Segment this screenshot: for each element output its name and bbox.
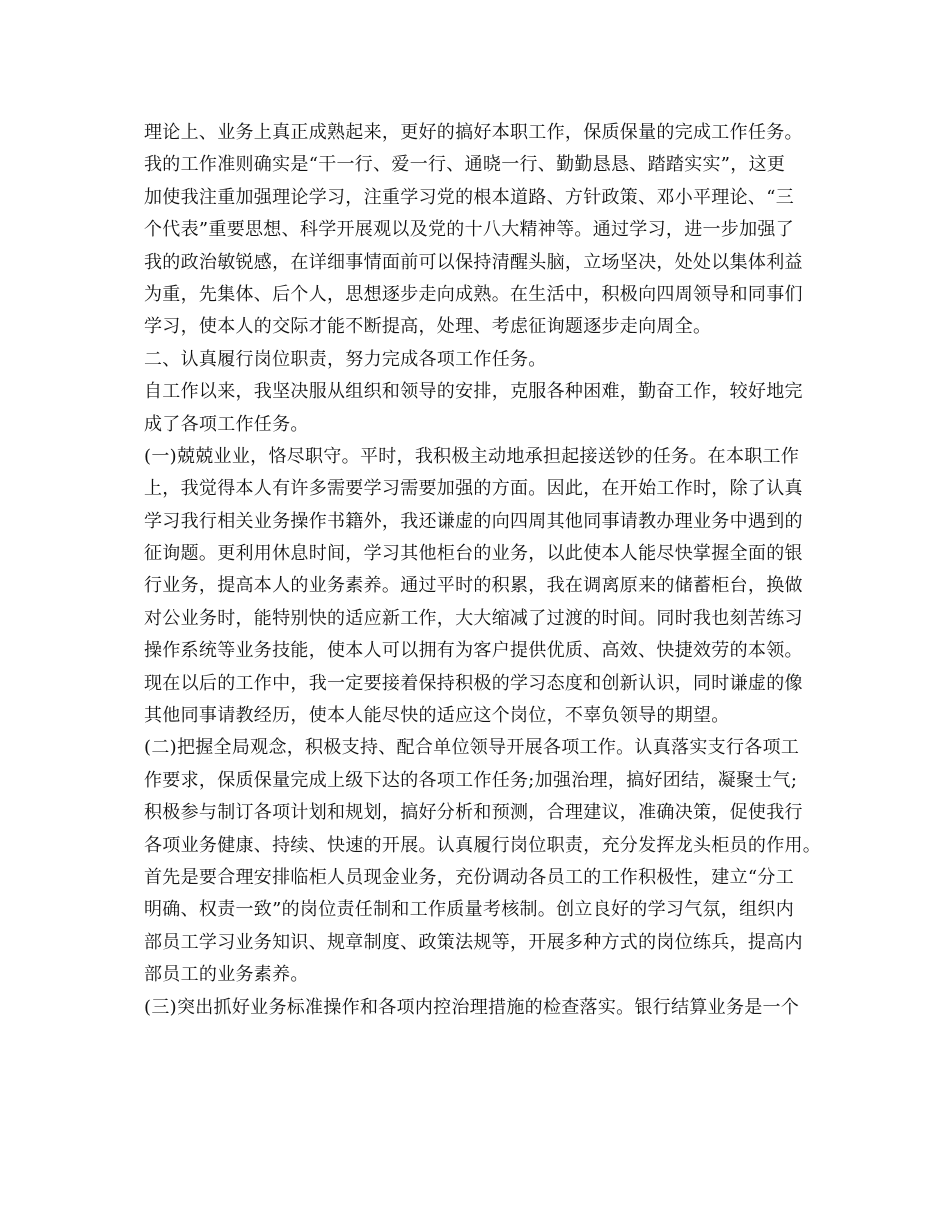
text-line: 各项业务健康、持续、快速的开展。认真履行岗位职责，充分发挥龙头柜员的作用。 xyxy=(144,834,822,856)
text-line: 首先是要合理安排临柜人员现金业务，充份调动各员工的工作积极性，建立“分工 xyxy=(144,866,794,888)
text-line: 行业务，提高本人的业务素养。通过平时的积累，我在调离原来的储蓄柜台，换做 xyxy=(144,575,803,597)
text-line: 征询题。更利用休息时间，学习其他柜台的业务，以此使本人能尽快掌握全面的银 xyxy=(144,543,803,565)
text-line: 学习我行相关业务操作书籍外，我还谦虚的向四周其他同事请教办理业务中遇到的 xyxy=(144,510,803,532)
text-line: 个代表”重要思想、科学开展观以及党的十八大精神等。通过学习，进一步加强了 xyxy=(144,219,794,241)
text-line: 明确、权责一致”的岗位责任制和工作质量考核制。创立良好的学习气氛，组织内 xyxy=(144,899,794,921)
text-line: 学习，使本人的交际才能不断提高，处理、考虑征询题逐步走向周全。 xyxy=(144,316,712,338)
text-line: 其他同事请教经历，使本人能尽快的适应这个岗位，不辜负领导的期望。 xyxy=(144,705,730,727)
text-line: 作要求，保质保量完成上级下达的各项工作任务;加强治理，搞好团结，凝聚士气; xyxy=(144,769,798,791)
text-line: (一)兢兢业业，恪尽职守。平时，我积极主动地承担起接送钞的任务。在本职工作 xyxy=(144,445,800,467)
text-line: 操作系统等业务技能，使本人可以拥有为客户提供优质、高效、快捷效劳的本领。 xyxy=(144,640,803,662)
document-body xyxy=(144,117,834,1024)
text-line: 上，我觉得本人有许多需要学习需要加强的方面。因此，在开始工作时，除了认真 xyxy=(144,478,803,500)
section-heading: 二、认真履行岗位职责，努力完成各项工作任务。 xyxy=(144,348,547,370)
text-line: 我的政治敏锐感，在详细事情面前可以保持清醒头脑，立场坚决，处处以集体利益 xyxy=(144,251,803,273)
text-line: (二)把握全局观念，积极支持、配合单位领导开展各项工作。认真落实支行各项工 xyxy=(144,737,800,759)
text-line: 自工作以来，我坚决服从组织和领导的安排，克服各种困难，勤奋工作，较好地完 xyxy=(144,381,803,403)
text-line: 成了各项工作任务。 xyxy=(144,413,309,435)
text-line: 我的工作准则确实是“干一行、爱一行、通晓一行、勤勤恳恳、踏踏实实”，这更 xyxy=(144,154,786,176)
text-line: 为重，先集体、后个人，思想逐步走向成熟。在生活中，积极向四周领导和同事们 xyxy=(144,283,803,305)
text-line: 加使我注重加强理论学习，注重学习党的根本道路、方针政策、邓小平理论、“三 xyxy=(144,186,794,208)
text-line: 理论上、业务上真正成熟起来，更好的搞好本职工作，保质保量的完成工作任务。 xyxy=(144,122,803,143)
text-line: 部员工学习业务知识、规章制度、政策法规等，开展多种方式的岗位练兵，提高内 xyxy=(144,931,803,953)
text-line: 现在以后的工作中，我一定要接着保持积极的学习态度和创新认识，同时谦虚的像 xyxy=(144,672,803,694)
text-line: 对公业务时，能特别快的适应新工作，大大缩减了过渡的时间。同时我也刻苦练习 xyxy=(144,607,803,629)
text-line: 部员工的业务素养。 xyxy=(144,964,309,986)
text-line: 积极参与制订各项计划和规划，搞好分析和预测，合理建议，准确决策，促使我行 xyxy=(144,802,803,824)
text-line: (三)突出抓好业务标准操作和各项内控治理措施的检查落实。银行结算业务是一个 xyxy=(144,996,800,1018)
